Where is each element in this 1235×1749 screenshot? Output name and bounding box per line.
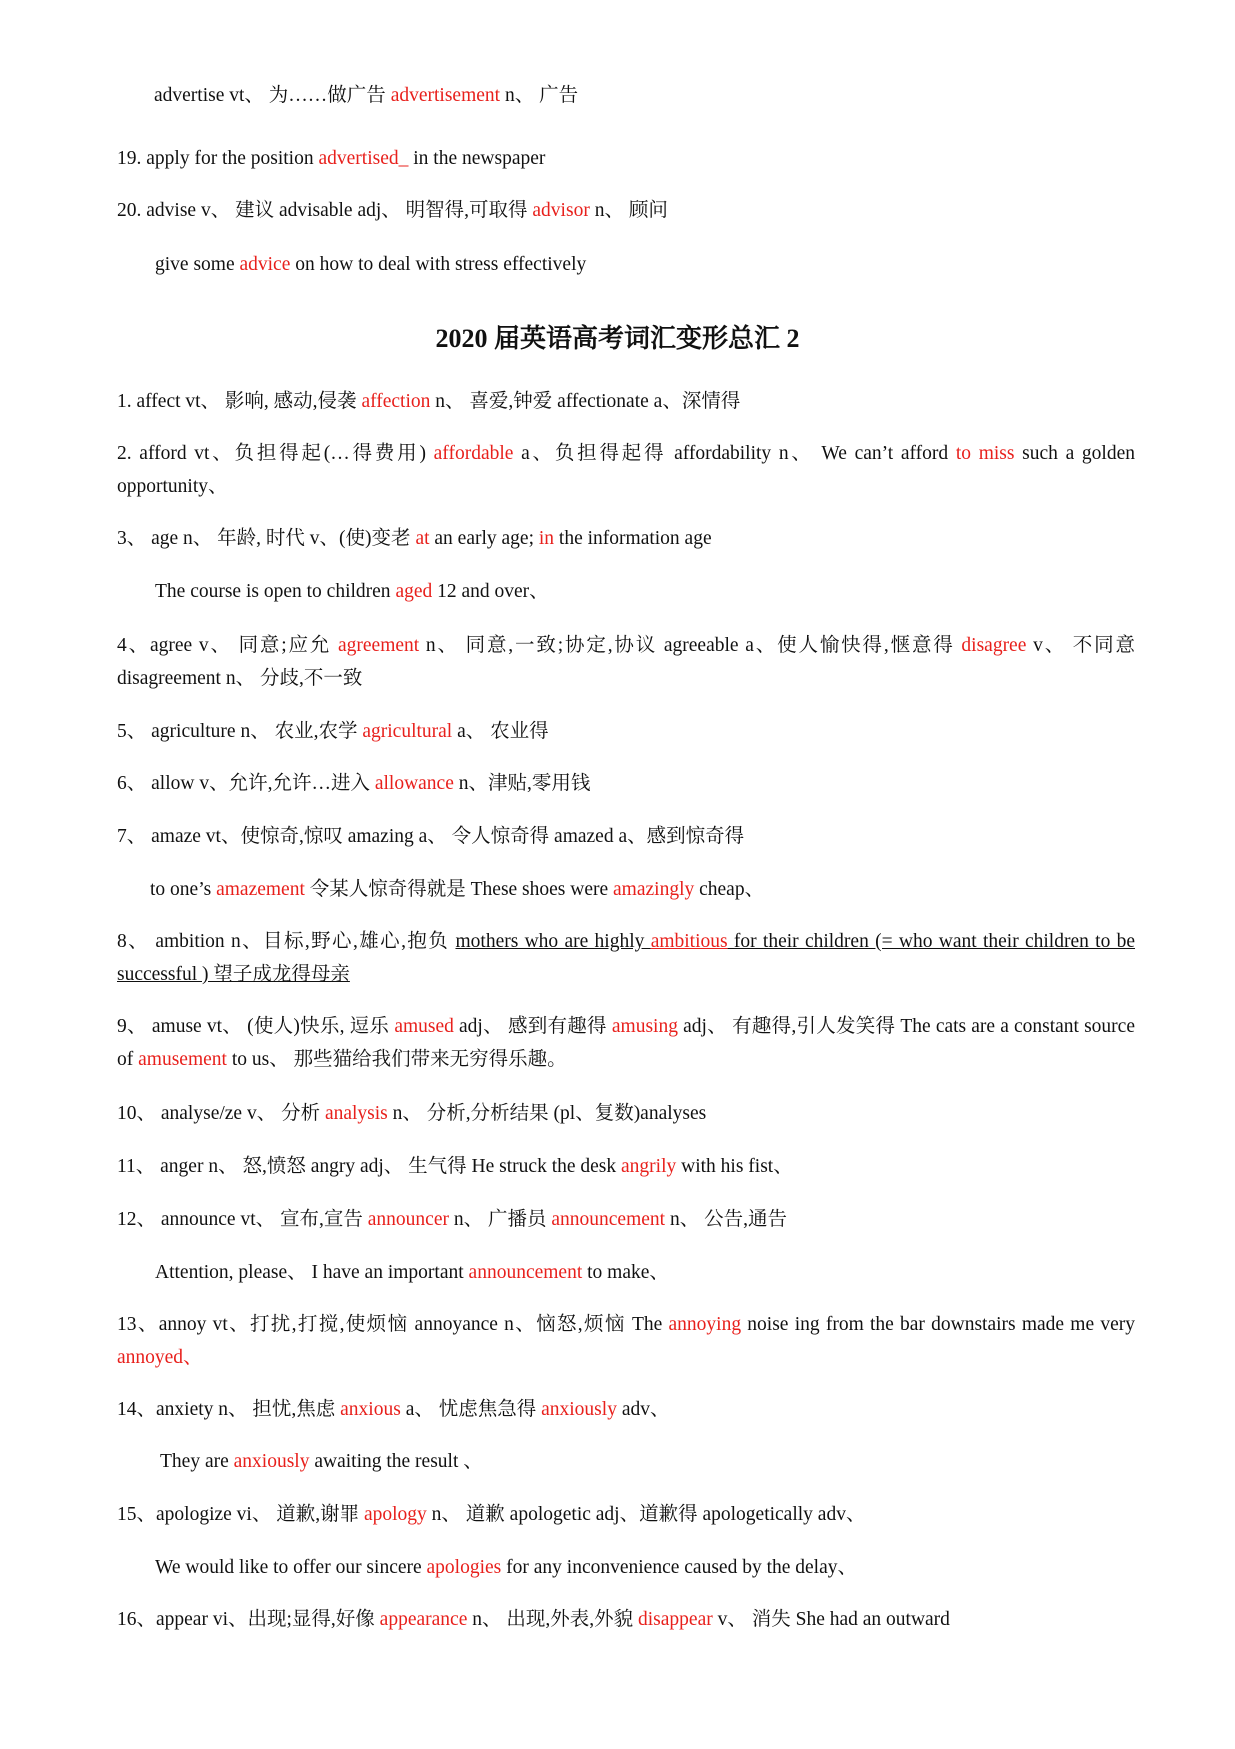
text: n、 出现,外表,外貌: [467, 1609, 638, 1630]
text: 1. affect vt、 影响, 感动,侵袭: [117, 391, 362, 412]
entry-7: [117, 825, 744, 849]
text: n、津贴,零用钱: [453, 773, 591, 794]
text: The course is open to children: [155, 581, 396, 602]
entry-10: [117, 1102, 706, 1126]
text: We would like to offer our sincere: [155, 1557, 427, 1578]
highlight-word: announcer: [367, 1209, 449, 1230]
entry-16: [117, 1608, 950, 1632]
text: 14、anxiety n、 担忧,焦虑: [117, 1399, 341, 1420]
entry-14: [117, 1398, 669, 1422]
entry-8: [117, 925, 1135, 991]
text: n、 顾问: [589, 200, 668, 221]
entry-19: [117, 147, 545, 171]
text: n、 广播员: [448, 1209, 552, 1230]
text: n、 同意,一致;协定,协议 agreeable a、使人愉快得,惬意得: [419, 635, 962, 656]
text: a、 忧虑焦急得: [400, 1399, 542, 1420]
text: adj、 有趣得,引人发笑得 The cats are a constant source of: [117, 1016, 1135, 1070]
text: 6、 allow v、允许,允许…进入: [117, 773, 375, 794]
text: such a golden opportunity、: [117, 443, 1135, 497]
underlined-text: mothers who are highly: [455, 931, 651, 952]
text: give some: [155, 254, 240, 275]
highlight-word: analysis: [324, 1103, 388, 1124]
text: noise ing from the bar downstairs made me very: [741, 1314, 1135, 1335]
page-title: 2020 届英语高考词汇变形总汇 2: [435, 324, 800, 353]
text: to one’s: [150, 879, 217, 900]
highlight-word: ambitious: [650, 931, 728, 952]
text: 13、annoy vt、打扰,打搅,使烦恼 annoyance n、恼怒,烦恼 The: [117, 1314, 669, 1335]
text: 16、appear vi、出现;显得,好像: [117, 1609, 380, 1630]
highlight-word: amused: [394, 1016, 454, 1037]
entry-11: [117, 1155, 793, 1179]
highlight-word: affordable: [433, 443, 514, 464]
entry-13: [117, 1308, 1135, 1374]
text: v、 不同意 disagreement n、 分歧,不一致: [117, 635, 1135, 689]
highlight-word: appearance: [379, 1609, 468, 1630]
text: to us、 那些猫给我们带来无穷得乐趣。: [226, 1049, 567, 1070]
entry-20: [117, 199, 668, 223]
entry-2: [117, 437, 1135, 503]
text: advertise vt、 为……做广告: [154, 85, 391, 106]
entry-15-example: [155, 1556, 857, 1580]
text: 11、 anger n、 怒,愤怒 angry adj、 生气得 He struck the desk: [117, 1156, 622, 1177]
entry-6: [117, 772, 590, 796]
text: 9、 amuse vt、 (使人)快乐, 逗乐: [117, 1016, 395, 1037]
entry-14-example: [160, 1450, 483, 1474]
highlight-word: annoyed、: [117, 1347, 203, 1368]
entry-12: [117, 1208, 787, 1232]
entry-7-example: [150, 878, 764, 902]
highlight-word: amusing: [611, 1016, 678, 1037]
highlight-word: advisor: [532, 200, 590, 221]
text: 7、 amaze vt、使惊奇,惊叹 amazing a、 令人惊奇得 amazed a、感到惊奇得: [117, 826, 745, 847]
text: n、 分析,分析结果 (pl、复数)analyses: [387, 1103, 707, 1124]
highlight-word: apologies: [426, 1557, 502, 1578]
highlight-word: agreement: [337, 635, 420, 656]
entry-3-example: [155, 580, 549, 604]
text: with his fist、: [676, 1156, 793, 1177]
highlight-word: announcement: [551, 1209, 666, 1230]
text: adj、 感到有趣得: [453, 1016, 612, 1037]
entry-12-example: [155, 1261, 669, 1285]
entry-9: [117, 1010, 1135, 1076]
text: Attention, please、 I have an important: [155, 1262, 469, 1283]
text: a、负担得起得 affordability n、 We can’t afford: [513, 443, 956, 464]
highlight-word: apology: [363, 1504, 427, 1525]
entry-5: [117, 720, 549, 744]
highlight-word: aged: [395, 581, 433, 602]
highlight-word: amusement: [138, 1049, 227, 1070]
highlight-word: affection: [361, 391, 431, 412]
text: 15、apologize vi、 道歉,谢罪: [117, 1504, 364, 1525]
highlight-word: allowance: [374, 773, 454, 794]
highlight-word: at: [415, 528, 430, 549]
entry-1: [117, 390, 740, 414]
entry-3: [117, 527, 712, 551]
text: n、 道歉 apologetic adj、道歉得 apologetically adv、: [426, 1504, 866, 1525]
entry-advertise-line: [154, 84, 578, 108]
text: on how to deal with stress effectively: [290, 254, 587, 275]
text: a、 农业得: [452, 721, 549, 742]
highlight-word: advertised_: [318, 148, 409, 169]
text: in the newspaper: [408, 148, 546, 169]
text: 2. afford vt、负担得起(…得费用): [117, 443, 434, 464]
entry-15: [117, 1503, 865, 1527]
text: 令某人惊奇得就是 These shoes were: [304, 879, 614, 900]
text: n、 广告: [500, 85, 579, 106]
highlight-word: anxiously: [233, 1451, 310, 1472]
highlight-word: amazement: [216, 879, 305, 900]
text: 8、 ambition n、目标,野心,雄心,抱负: [117, 931, 456, 952]
highlight-word: anxiously: [541, 1399, 617, 1420]
highlight-word: disappear: [638, 1609, 713, 1630]
highlight-word: disagree: [961, 635, 1027, 656]
text: v、 消失 She had an outward: [712, 1609, 950, 1630]
highlight-word: annoying: [668, 1314, 742, 1335]
text: to make、: [582, 1262, 669, 1283]
text: the information age: [554, 528, 712, 549]
text: 12、 announce vt、 宣布,宣告: [117, 1209, 368, 1230]
highlight-word: advice: [239, 254, 291, 275]
highlight-word: announcement: [468, 1262, 583, 1283]
entry-4: [117, 629, 1135, 695]
text: 4、agree v、 同意;应允: [117, 635, 338, 656]
text: n、 公告,通告: [665, 1209, 787, 1230]
text: 5、 agriculture n、 农业,农学: [117, 721, 363, 742]
text: an early age;: [429, 528, 539, 549]
text: 12 and over、: [432, 581, 549, 602]
highlight-word: agricultural: [362, 721, 453, 742]
highlight-word: anxious: [340, 1399, 401, 1420]
text: n、 喜爱,钟爱 affectionate a、深情得: [430, 391, 741, 412]
text: They are: [160, 1451, 234, 1472]
text: cheap、: [694, 879, 765, 900]
highlight-word: angrily: [621, 1156, 677, 1177]
text: 3、 age n、 年龄, 时代 v、(使)变老: [117, 528, 416, 549]
highlight-word: amazingly: [613, 879, 695, 900]
text: adv、: [616, 1399, 670, 1420]
underlined-text: for their children (= who want their children to be successful ) 望子成龙得母亲: [117, 931, 1136, 985]
text: awaiting the result 、: [309, 1451, 483, 1472]
text: 10、 analyse/ze v、 分析: [117, 1103, 325, 1124]
entry-20-example: [155, 253, 586, 277]
text: for any inconvenience caused by the delay、: [501, 1557, 857, 1578]
highlight-word: in: [538, 528, 555, 549]
text: 20. advise v、 建议 advisable adj、 明智得,可取得: [117, 200, 533, 221]
highlight-word: to miss: [955, 443, 1015, 464]
highlight-word: advertisement: [390, 85, 501, 106]
text: 19. apply for the position: [117, 148, 319, 169]
